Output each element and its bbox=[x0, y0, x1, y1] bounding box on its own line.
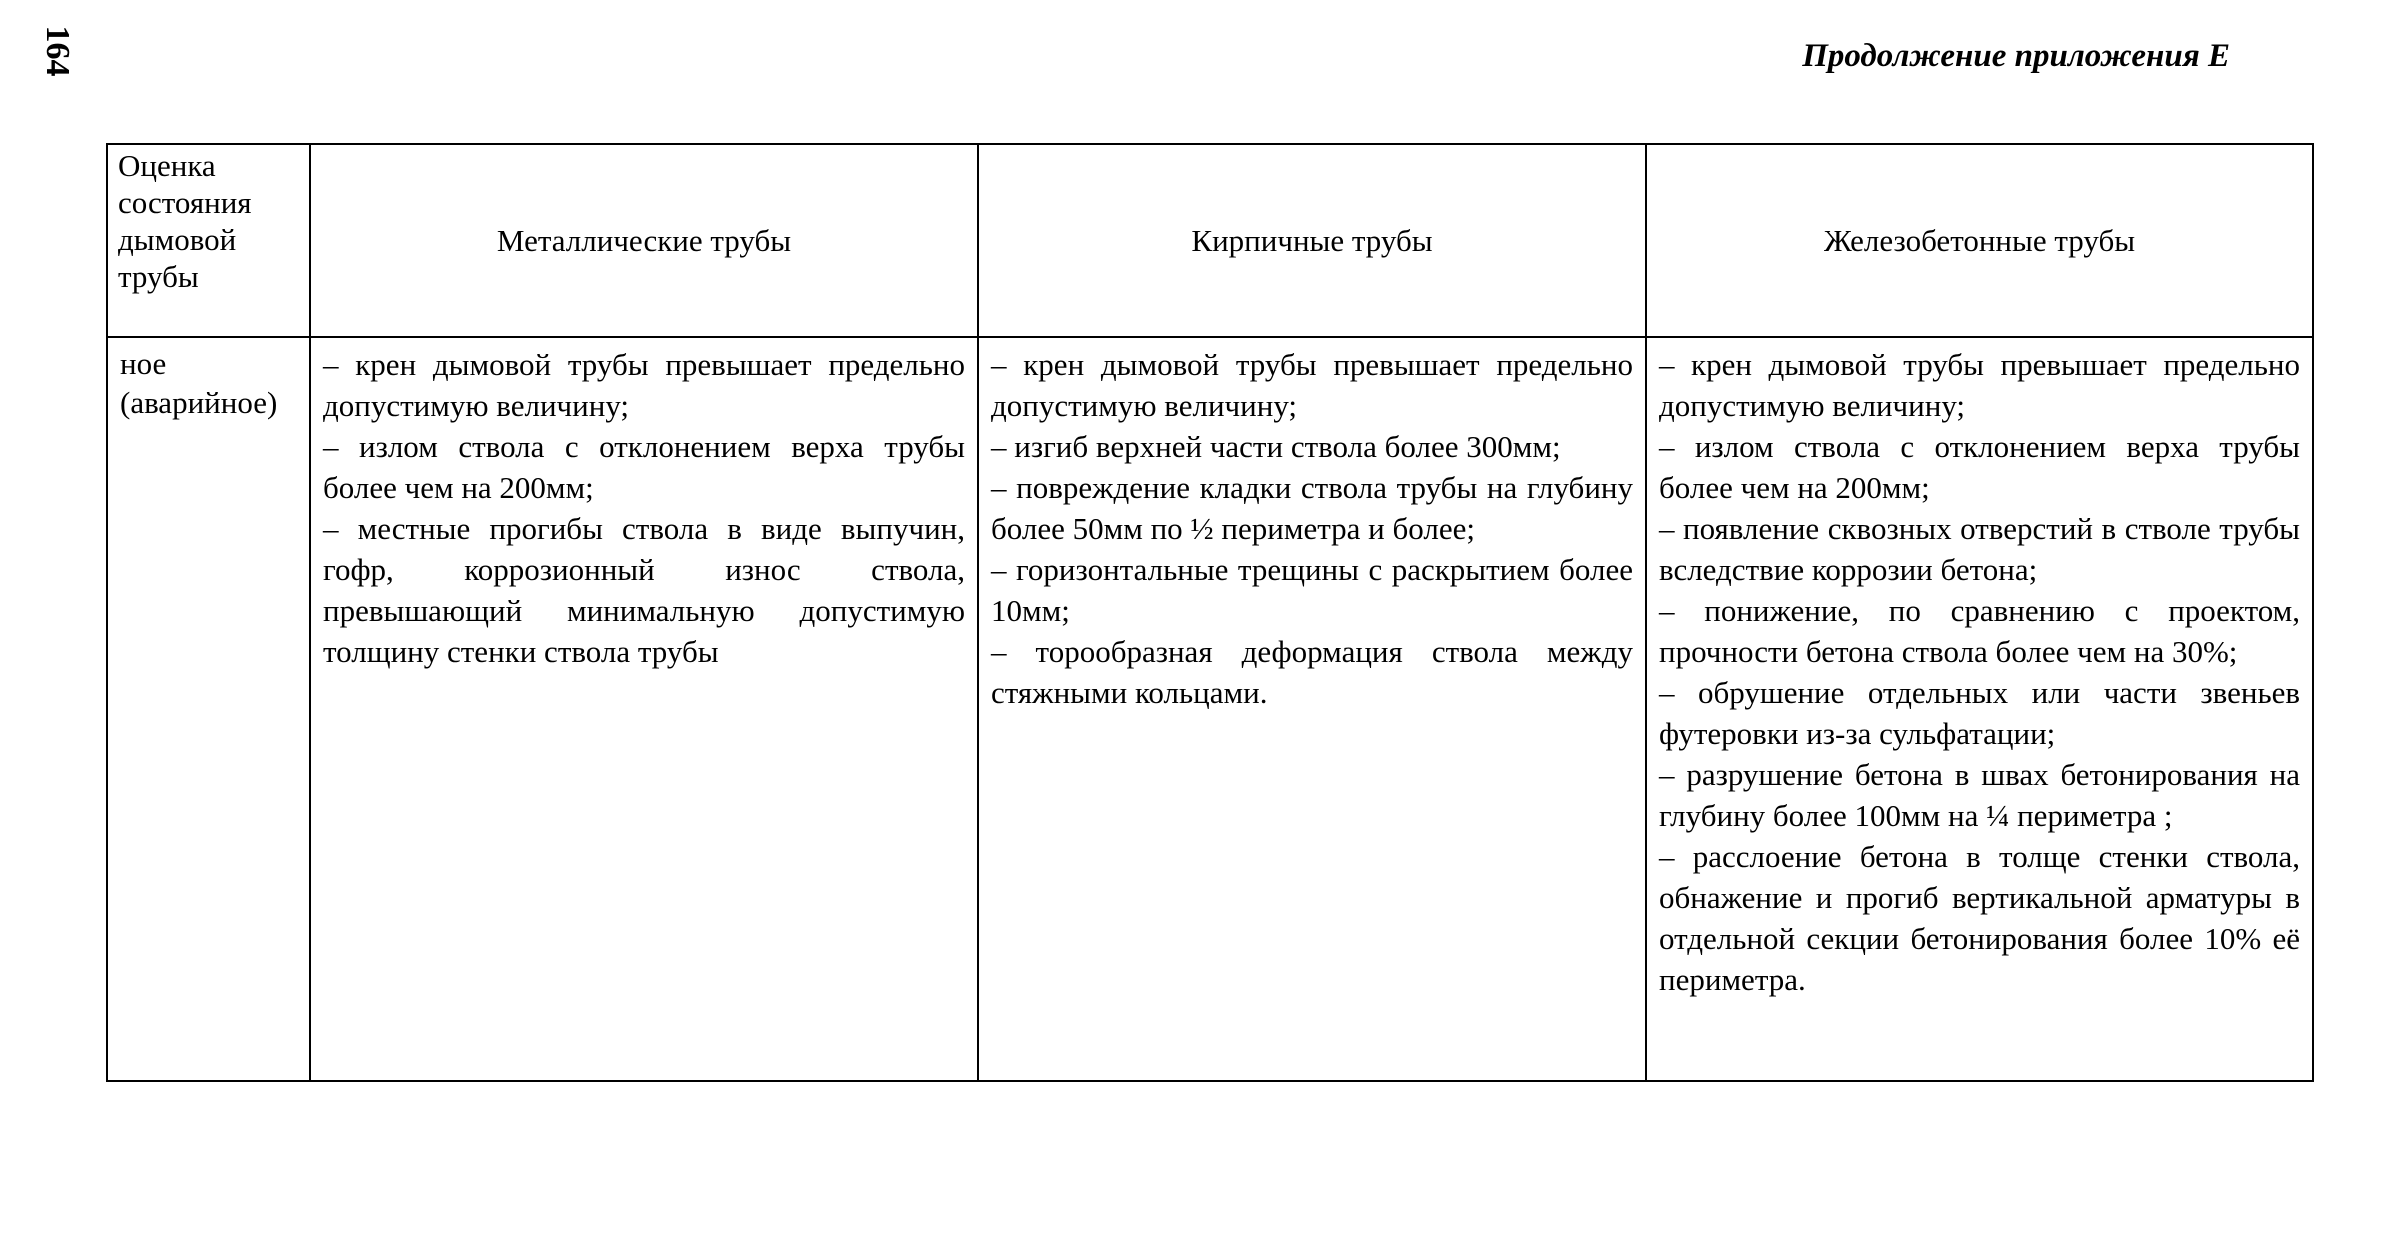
table-header-row bbox=[107, 144, 2313, 337]
list-item: – торообразная деформация ствола между стяжными кольцами. bbox=[991, 634, 1633, 710]
list-item: – крен дымовой трубы превышает предельно допустимую величину; bbox=[991, 347, 1633, 423]
metal-cell bbox=[310, 337, 978, 1081]
list-item: – расслоение бетона в толще стенки ствола, обнажение и прогиб вертикальной арматуры в отдельной секции бетонирования более 10% её периметра. bbox=[1659, 839, 2300, 997]
header-assessment: Оценка состояния дымовой трубы bbox=[107, 144, 310, 337]
concrete-cell bbox=[1646, 337, 2313, 1081]
header-concrete-pipes: Железобетонные трубы bbox=[1646, 144, 2313, 337]
header-brick-pipes: Кирпичные трубы bbox=[978, 144, 1646, 337]
continuation-note: Продолжение приложения Е bbox=[1802, 38, 2230, 74]
state-cell: ное (аварийное) bbox=[107, 337, 310, 1081]
list-item: – появление сквозных отверстий в стволе трубы вследствие коррозии бетона; bbox=[1659, 511, 2300, 587]
list-item: – излом ствола с отклонением верха трубы более чем на 200мм; bbox=[323, 429, 965, 505]
list-item: – повреждение кладки ствола трубы на глубину более 50мм по ½ периметра и более; bbox=[991, 470, 1633, 546]
page-number: 164 bbox=[39, 25, 76, 77]
brick-cell bbox=[978, 337, 1646, 1081]
assessment-table bbox=[106, 143, 2314, 1082]
list-item: – крен дымовой трубы превышает предельно допустимую величину; bbox=[1659, 347, 2300, 423]
list-item: – понижение, по сравнению с проектом, прочности бетона ствола более чем на 30%; bbox=[1659, 593, 2300, 669]
list-item: – обрушение отдельных или части звеньев футеровки из-за сульфатации; bbox=[1659, 675, 2300, 751]
list-item: – местные прогибы ствола в виде выпучин, гофр, коррозионный износ ствола, превышающий минимальную допустимую толщину стенки ствола трубы bbox=[323, 511, 965, 669]
list-item: – изгиб верхней части ствола более 300мм; bbox=[991, 429, 1561, 464]
list-item: – горизонтальные трещины с раскрытием более 10мм; bbox=[991, 552, 1633, 628]
list-item: – излом ствола с отклонением верха трубы более чем на 200мм; bbox=[1659, 429, 2300, 505]
list-item: – разрушение бетона в швах бетонирования на глубину более 100мм на ¼ периметра ; bbox=[1659, 757, 2300, 833]
list-item: – крен дымовой трубы превышает предельно допустимую величину; bbox=[323, 347, 965, 423]
table-row bbox=[107, 337, 2313, 1081]
header-metal-pipes: Металлические трубы bbox=[310, 144, 978, 337]
